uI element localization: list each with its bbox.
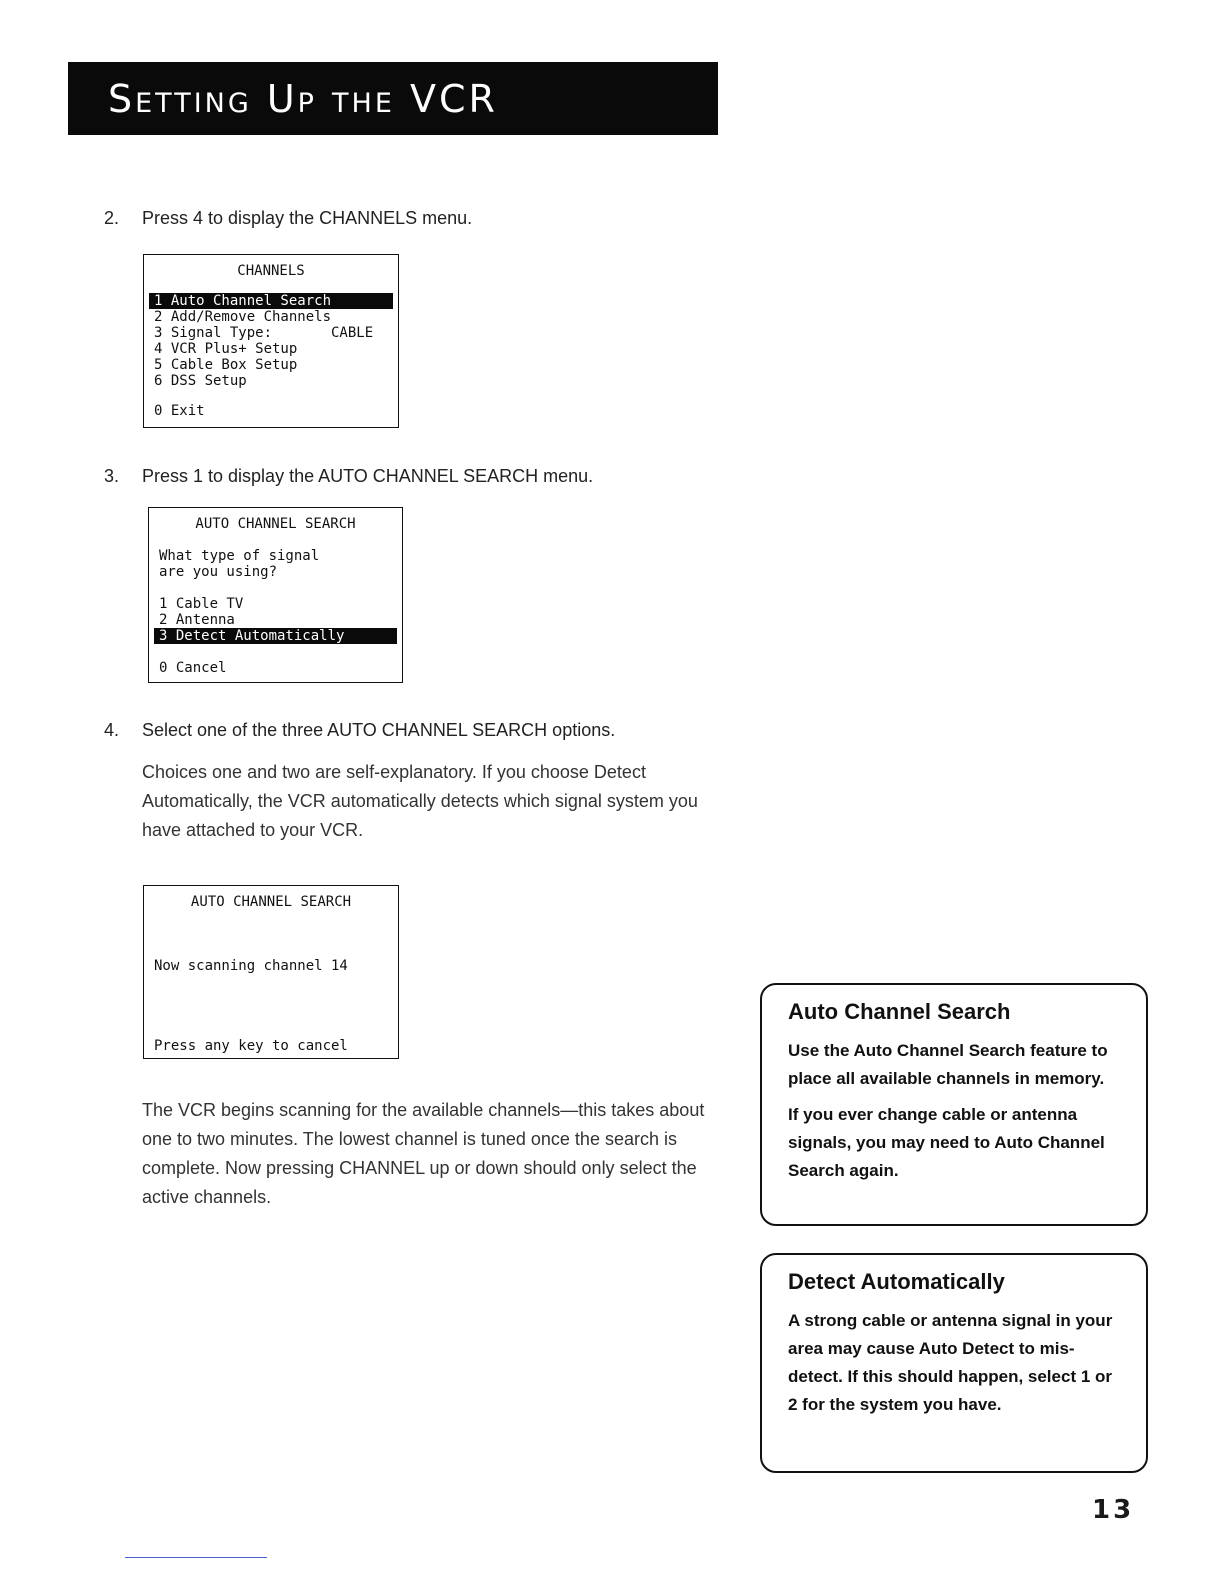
- menu-question: What type of signal: [159, 548, 320, 564]
- menu-item: 2 Add/Remove Channels: [154, 309, 332, 325]
- menu-item: 5 Cable Box Setup: [154, 357, 298, 373]
- step-text: Select one of the three AUTO CHANNEL SEARCH options.: [142, 720, 616, 740]
- menu-item: 1 Cable TV: [159, 596, 244, 612]
- menu-exit: 0 Exit: [154, 403, 205, 419]
- chapter-header: [68, 62, 718, 135]
- footer-rule: [125, 1557, 267, 1558]
- menu-item: 3 Signal Type: CABLE: [154, 325, 374, 341]
- menu-item: 4 VCR Plus+ Setup: [154, 341, 298, 357]
- tip-box-auto-channel-search: [760, 983, 1148, 1226]
- step-text: Press 1 to display the AUTO CHANNEL SEARCH menu.: [142, 466, 594, 486]
- chapter-title: Setting Up the VCR: [108, 76, 498, 121]
- menu-title: AUTO CHANNEL SEARCH: [195, 516, 356, 532]
- scan-screen: [143, 885, 399, 1059]
- menu-cancel: 0 Cancel: [159, 660, 227, 676]
- page-number: 13: [1092, 1495, 1135, 1525]
- step-4: [104, 720, 615, 741]
- menu-item-selected: 1 Auto Channel Search: [149, 293, 393, 309]
- choices-paragraph: Choices one and two are self-explanatory. If you choose Detect Automatically, the VCR automatically detects which signal system you have attached to your VCR.: [142, 762, 698, 840]
- step-text: Press 4 to display the CHANNELS menu.: [142, 208, 473, 228]
- step-3: [104, 466, 593, 487]
- screen-title: AUTO CHANNEL SEARCH: [190, 894, 352, 910]
- menu-question: are you using?: [159, 564, 278, 580]
- scan-status: Now scanning channel 14: [154, 958, 348, 974]
- tip-paragraph: A strong cable or antenna signal in your area may cause Auto Detect to mis-detect. If this should happen, select 1 or 2 for the system you have.: [788, 1311, 1113, 1414]
- auto-search-menu: [148, 507, 403, 683]
- scan-hint: Press any key to cancel: [154, 1038, 348, 1054]
- menu-item-selected: 3 Detect Automatically: [154, 628, 397, 644]
- tip-paragraph: If you ever change cable or antenna signals, you may need to Auto Channel Search again.: [788, 1105, 1105, 1180]
- tip-title: Detect Automatically: [788, 1269, 1005, 1294]
- menu-title: CHANNELS: [237, 263, 305, 279]
- tip-title: Auto Channel Search: [788, 999, 1011, 1024]
- tip-box-detect-automatically: [760, 1253, 1148, 1473]
- tip-paragraph: Use the Auto Channel Search feature to place all available channels in memory.: [788, 1041, 1108, 1088]
- scanning-paragraph: The VCR begins scanning for the available channels—this takes about one to two minutes. The lowest channel is tuned once the search is complete. Now pressing CHANNEL up or down should only select the active channels.: [142, 1100, 705, 1207]
- step-2: [104, 208, 472, 229]
- step-number: 3.: [104, 466, 120, 486]
- step-number: 2.: [104, 208, 120, 228]
- channels-menu: [143, 254, 399, 428]
- menu-item: 6 DSS Setup: [154, 373, 247, 389]
- menu-item: 2 Antenna: [159, 612, 235, 628]
- step-number: 4.: [104, 720, 120, 740]
